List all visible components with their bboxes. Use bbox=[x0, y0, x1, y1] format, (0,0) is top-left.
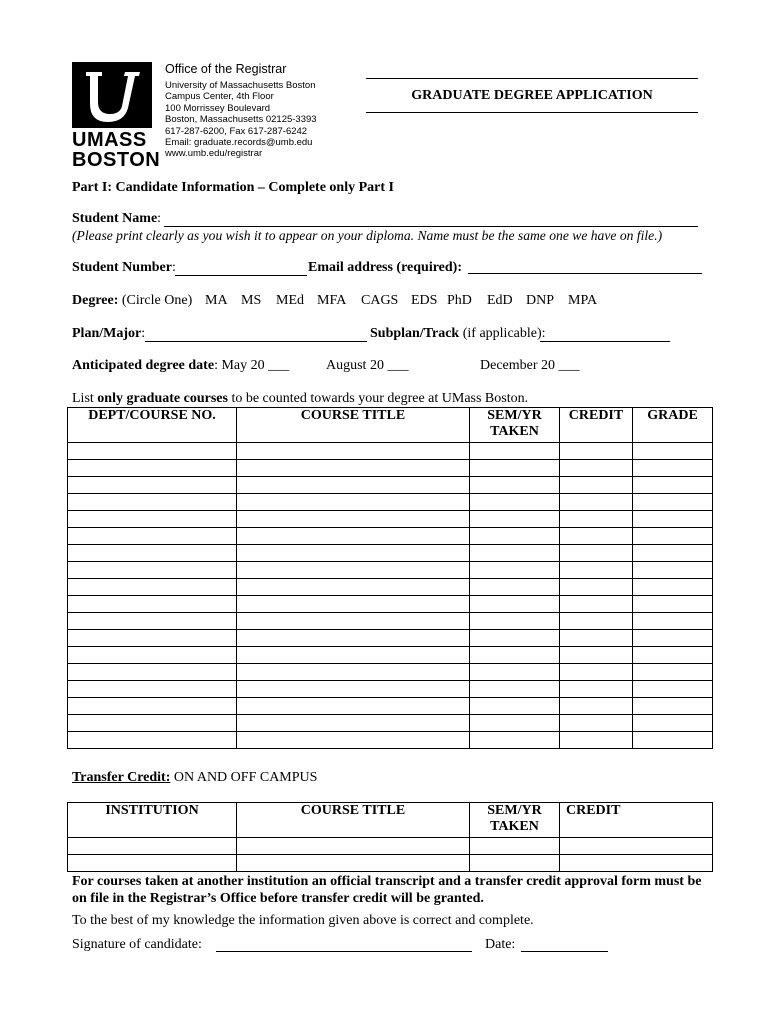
date-august-option[interactable]: August 20 ___ bbox=[326, 358, 409, 373]
transfer-header-row bbox=[68, 803, 713, 838]
table-cell[interactable] bbox=[470, 647, 560, 664]
table-cell[interactable] bbox=[68, 477, 237, 494]
table-cell[interactable] bbox=[560, 596, 633, 613]
table-cell[interactable] bbox=[633, 494, 713, 511]
umass-u-mark-icon bbox=[72, 62, 152, 128]
part1-heading: Part I: Candidate Information – Complete only Part I bbox=[72, 180, 394, 195]
table-cell[interactable] bbox=[68, 681, 237, 698]
date-label: Date: bbox=[485, 937, 516, 952]
table-cell[interactable] bbox=[237, 855, 470, 872]
student-name-label-text: Student Name bbox=[72, 211, 158, 226]
table-cell[interactable] bbox=[470, 562, 560, 579]
table-cell[interactable] bbox=[68, 647, 237, 664]
table-cell[interactable] bbox=[633, 545, 713, 562]
table-cell[interactable] bbox=[470, 613, 560, 630]
logo-word-boston: BOSTON bbox=[72, 149, 161, 171]
table-row bbox=[68, 528, 713, 545]
table-row bbox=[68, 630, 713, 647]
table-cell[interactable] bbox=[237, 630, 470, 647]
table-cell[interactable] bbox=[237, 477, 470, 494]
table-cell[interactable] bbox=[470, 545, 560, 562]
courses-intro-post: to be counted towards your degree at UMass Boston. bbox=[227, 391, 529, 406]
anticipated-date-row: Anticipated degree date: May 20 ___ bbox=[72, 358, 290, 373]
plan-field[interactable] bbox=[145, 341, 367, 342]
table-cell[interactable] bbox=[237, 545, 470, 562]
transfer-heading-value: ON AND OFF CAMPUS bbox=[173, 770, 318, 785]
degree-option-med[interactable]: MEd bbox=[276, 293, 304, 308]
table-cell[interactable] bbox=[560, 732, 633, 749]
address-line: University of Massachusetts Boston bbox=[165, 80, 316, 91]
table-cell[interactable] bbox=[470, 460, 560, 477]
table-cell[interactable] bbox=[560, 698, 633, 715]
signature-field[interactable] bbox=[216, 951, 472, 952]
degree-option-phd[interactable]: PhD bbox=[447, 293, 472, 308]
table-row bbox=[68, 838, 713, 855]
table-cell[interactable] bbox=[470, 579, 560, 596]
table-cell[interactable] bbox=[560, 715, 633, 732]
table-row bbox=[68, 681, 713, 698]
table-cell[interactable] bbox=[237, 562, 470, 579]
table-cell[interactable] bbox=[470, 715, 560, 732]
table-cell[interactable] bbox=[68, 545, 237, 562]
table-cell[interactable] bbox=[470, 494, 560, 511]
table-cell[interactable] bbox=[68, 630, 237, 647]
table-cell[interactable] bbox=[560, 838, 713, 855]
table-row bbox=[68, 511, 713, 528]
degree-option-ma[interactable]: MA bbox=[205, 293, 228, 308]
table-cell[interactable] bbox=[237, 494, 470, 511]
transfer-notice: For courses taken at another institution an official transcript and a transfer credit approval form must be on file in the Registrar’s Office before transfer credit will be granted. bbox=[72, 874, 702, 906]
courses-intro bbox=[72, 391, 528, 407]
table-row bbox=[68, 494, 713, 511]
table-cell[interactable] bbox=[237, 681, 470, 698]
table-row bbox=[68, 698, 713, 715]
table-cell[interactable] bbox=[633, 613, 713, 630]
table-cell[interactable] bbox=[633, 579, 713, 596]
table-cell[interactable] bbox=[68, 562, 237, 579]
transfer-col-title: COURSE TITLE bbox=[237, 803, 470, 838]
student-number-label: Student Number: bbox=[72, 260, 176, 275]
transfer-heading: Transfer Credit: ON AND OFF CAMPUS bbox=[72, 770, 318, 785]
email-label: Email address (required): bbox=[308, 260, 463, 275]
table-cell[interactable] bbox=[560, 681, 633, 698]
subplan-hint: (if applicable): bbox=[462, 326, 546, 341]
table-row bbox=[68, 562, 713, 579]
signature-label: Signature of candidate: bbox=[72, 937, 202, 952]
plan-label-text: Plan/Major bbox=[72, 326, 142, 341]
degree-row bbox=[72, 293, 192, 309]
table-cell[interactable] bbox=[560, 494, 633, 511]
table-row bbox=[68, 443, 713, 460]
table-cell[interactable] bbox=[633, 528, 713, 545]
table-cell[interactable] bbox=[633, 596, 713, 613]
table-cell[interactable] bbox=[633, 647, 713, 664]
table-row bbox=[68, 715, 713, 732]
courses-intro-pre: List bbox=[72, 391, 98, 406]
address-line: Email: graduate.records@umb.edu bbox=[165, 137, 313, 149]
table-cell[interactable] bbox=[560, 664, 633, 681]
subplan-field[interactable] bbox=[540, 341, 670, 342]
table-cell[interactable] bbox=[237, 528, 470, 545]
table-cell[interactable] bbox=[470, 681, 560, 698]
table-cell[interactable] bbox=[68, 579, 237, 596]
table-cell[interactable] bbox=[560, 630, 633, 647]
table-cell[interactable] bbox=[68, 664, 237, 681]
plan-label: Plan/Major: bbox=[72, 326, 146, 341]
subplan-label bbox=[370, 326, 546, 342]
date-december-option[interactable]: December 20 ___ bbox=[480, 358, 580, 373]
student-number-label-text: Student Number bbox=[72, 260, 172, 275]
table-cell[interactable] bbox=[633, 681, 713, 698]
table-cell[interactable] bbox=[470, 698, 560, 715]
date-may-option[interactable]: May 20 ___ bbox=[221, 358, 290, 373]
table-cell[interactable] bbox=[237, 732, 470, 749]
transfer-heading-label: Transfer Credit bbox=[72, 770, 166, 785]
subplan-label-text: Subplan/Track bbox=[370, 326, 460, 341]
courses-intro-bold: only graduate courses bbox=[97, 391, 228, 406]
table-row bbox=[68, 477, 713, 494]
table-row bbox=[68, 855, 713, 872]
table-row bbox=[68, 664, 713, 681]
table-cell[interactable] bbox=[237, 443, 470, 460]
table-cell[interactable] bbox=[68, 838, 237, 855]
table-cell[interactable] bbox=[560, 460, 633, 477]
student-name-label: Student Name: bbox=[72, 211, 162, 226]
table-cell[interactable] bbox=[633, 698, 713, 715]
table-cell[interactable] bbox=[633, 732, 713, 749]
table-cell[interactable] bbox=[560, 511, 633, 528]
table-cell[interactable] bbox=[237, 613, 470, 630]
email-field[interactable] bbox=[468, 273, 702, 274]
form-title: GRADUATE DEGREE APPLICATION bbox=[411, 88, 653, 103]
table-cell[interactable] bbox=[560, 443, 633, 460]
table-cell[interactable] bbox=[470, 477, 560, 494]
address-line: Campus Center, 4th Floor bbox=[165, 91, 274, 103]
degree-hint: (Circle One) bbox=[121, 293, 193, 308]
table-cell[interactable] bbox=[68, 511, 237, 528]
table-cell[interactable] bbox=[68, 732, 237, 749]
table-cell[interactable] bbox=[470, 855, 560, 872]
col-header-grade: GRADE bbox=[633, 408, 713, 443]
table-cell[interactable] bbox=[633, 664, 713, 681]
date-field[interactable] bbox=[521, 951, 608, 952]
office-address bbox=[165, 80, 317, 160]
degree-option-cags[interactable]: CAGS bbox=[361, 293, 399, 308]
table-cell[interactable] bbox=[237, 838, 470, 855]
table-cell[interactable] bbox=[560, 545, 633, 562]
table-cell[interactable] bbox=[68, 596, 237, 613]
table-cell[interactable] bbox=[68, 494, 237, 511]
table-cell[interactable] bbox=[560, 477, 633, 494]
table-cell[interactable] bbox=[470, 732, 560, 749]
degree-option-dnp[interactable]: DNP bbox=[526, 293, 555, 308]
transfer-col-semyr: SEM/YR TAKEN bbox=[470, 803, 560, 838]
table-cell[interactable] bbox=[633, 460, 713, 477]
col-header-semyr: SEM/YR TAKEN bbox=[470, 408, 560, 443]
table-row bbox=[68, 545, 713, 562]
col-header-credit: CREDIT bbox=[560, 408, 633, 443]
title-rule-bottom bbox=[366, 112, 698, 113]
table-cell[interactable] bbox=[470, 596, 560, 613]
col-header-title: COURSE TITLE bbox=[237, 408, 470, 443]
table-cell[interactable] bbox=[237, 698, 470, 715]
table-row bbox=[68, 732, 713, 749]
table-cell[interactable] bbox=[470, 664, 560, 681]
degree-label: Degree: bbox=[72, 293, 119, 308]
table-cell[interactable] bbox=[470, 443, 560, 460]
logo-word-umass: UMASS bbox=[72, 129, 147, 151]
degree-option-mfa[interactable]: MFA bbox=[317, 293, 347, 308]
table-cell[interactable] bbox=[237, 664, 470, 681]
student-number-field[interactable] bbox=[175, 275, 307, 276]
table-cell[interactable] bbox=[560, 579, 633, 596]
table-cell[interactable] bbox=[237, 511, 470, 528]
address-line: 617-287-6200, Fax 617-287-6242 bbox=[165, 125, 308, 137]
degree-option-mpa[interactable]: MPA bbox=[568, 293, 598, 308]
table-cell[interactable] bbox=[68, 443, 237, 460]
title-rule-top bbox=[366, 78, 698, 79]
table-cell[interactable] bbox=[633, 443, 713, 460]
umass-boston-logo bbox=[72, 62, 161, 174]
table-row bbox=[68, 596, 713, 613]
transfer-col-institution: INSTITUTION bbox=[68, 803, 237, 838]
table-row bbox=[68, 647, 713, 664]
col-header-dept: DEPT/COURSE NO. bbox=[68, 408, 237, 443]
table-cell[interactable] bbox=[68, 460, 237, 477]
courses-table bbox=[67, 407, 713, 749]
table-cell[interactable] bbox=[470, 630, 560, 647]
table-cell[interactable] bbox=[237, 647, 470, 664]
table-cell[interactable] bbox=[560, 855, 713, 872]
address-line: Boston, Massachusetts 02125-3393 bbox=[165, 114, 317, 126]
table-cell[interactable] bbox=[633, 630, 713, 647]
anticipated-label: Anticipated degree date bbox=[72, 358, 215, 373]
transfer-table bbox=[67, 802, 713, 872]
table-cell[interactable] bbox=[633, 715, 713, 732]
table-cell[interactable] bbox=[68, 698, 237, 715]
table-row bbox=[68, 460, 713, 477]
table-row bbox=[68, 579, 713, 596]
table-cell[interactable] bbox=[68, 715, 237, 732]
table-cell[interactable] bbox=[237, 579, 470, 596]
table-cell[interactable] bbox=[633, 562, 713, 579]
table-cell[interactable] bbox=[560, 647, 633, 664]
table-cell[interactable] bbox=[237, 715, 470, 732]
student-name-field[interactable] bbox=[164, 226, 698, 227]
table-cell[interactable] bbox=[237, 460, 470, 477]
table-cell[interactable] bbox=[237, 596, 470, 613]
table-cell[interactable] bbox=[68, 855, 237, 872]
certify-statement: To the best of my knowledge the information given above is correct and complete. bbox=[72, 913, 534, 928]
degree-option-ms[interactable]: MS bbox=[241, 293, 262, 308]
degree-option-eds[interactable]: EDS bbox=[411, 293, 438, 308]
table-cell[interactable] bbox=[470, 838, 560, 855]
address-line: 100 Morrissey Boulevard bbox=[165, 102, 271, 114]
table-cell[interactable] bbox=[633, 511, 713, 528]
table-cell[interactable] bbox=[470, 511, 560, 528]
address-line: www.umb.edu/registrar bbox=[165, 148, 263, 160]
table-cell[interactable] bbox=[68, 528, 237, 545]
office-name: Office of the Registrar bbox=[165, 62, 287, 76]
degree-option-edd[interactable]: EdD bbox=[487, 293, 513, 308]
table-cell[interactable] bbox=[560, 613, 633, 630]
table-row bbox=[68, 613, 713, 630]
table-cell[interactable] bbox=[560, 528, 633, 545]
table-cell[interactable] bbox=[560, 562, 633, 579]
transfer-col-credit: CREDIT bbox=[560, 803, 713, 838]
student-name-note: (Please print clearly as you wish it to appear on your diploma. Name must be the same one we have on file.) bbox=[72, 228, 663, 243]
courses-header-row bbox=[68, 408, 713, 443]
table-cell[interactable] bbox=[68, 613, 237, 630]
table-cell[interactable] bbox=[470, 528, 560, 545]
table-cell[interactable] bbox=[633, 477, 713, 494]
